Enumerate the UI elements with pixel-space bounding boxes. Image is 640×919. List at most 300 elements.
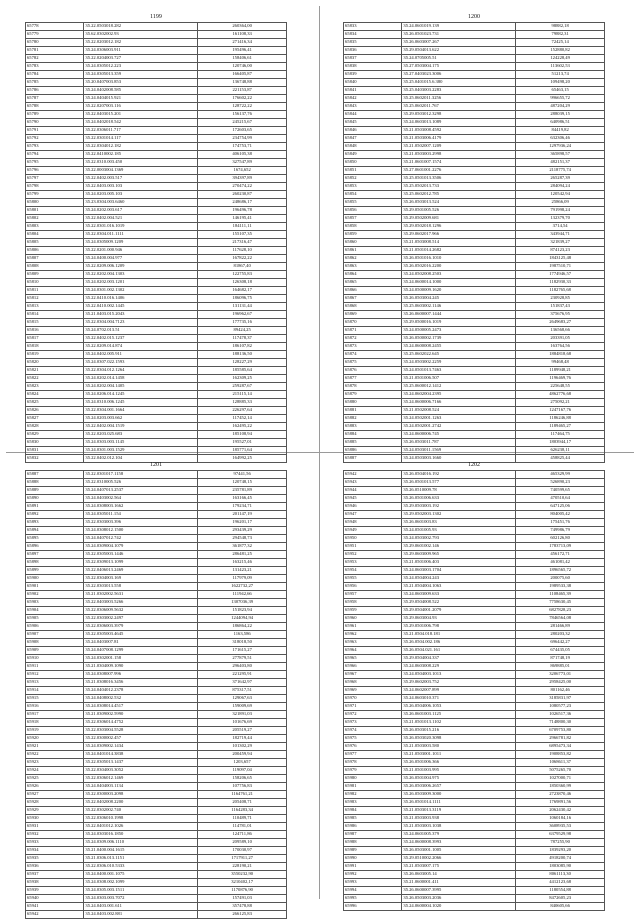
table-row bbox=[344, 95, 605, 103]
cadastral-value: 203391,05 bbox=[516, 335, 605, 343]
table-row bbox=[26, 407, 287, 415]
record-number: 65876 bbox=[344, 367, 402, 375]
cadastral-number: 35.21.0501006.507 bbox=[402, 375, 516, 383]
record-number: 65937 bbox=[26, 871, 84, 879]
cadastral-number: 35.26.0510009.78 bbox=[402, 487, 516, 495]
cadastral-number: 35.24.0603010.371 bbox=[402, 695, 516, 703]
cadastral-number: 35.22.0403.003.103 bbox=[84, 183, 198, 191]
record-number: 65805 bbox=[26, 239, 84, 247]
table-row bbox=[344, 575, 605, 583]
table-row bbox=[26, 599, 287, 607]
cadastral-value: 174753,71 bbox=[198, 143, 287, 151]
table-row bbox=[344, 31, 605, 39]
record-number: 65996 bbox=[344, 903, 402, 911]
table-row bbox=[344, 311, 605, 319]
cadastral-value: 470510,64 bbox=[516, 495, 605, 503]
cadastral-value: 200075,60 bbox=[516, 575, 605, 583]
cadastral-value: 5075265,70 bbox=[516, 767, 605, 775]
cadastral-value: 6709753,80 bbox=[516, 727, 605, 735]
record-number: 65930 bbox=[26, 815, 84, 823]
record-number: 65902 bbox=[26, 591, 84, 599]
cadastral-number: 35.22.0305003.4645 bbox=[84, 631, 198, 639]
cadastral-number: 35.25.0502013.733 bbox=[402, 183, 516, 191]
record-number: 65873 bbox=[344, 343, 402, 351]
cadastral-value: 117464,75 bbox=[516, 431, 605, 439]
table-row bbox=[26, 759, 287, 767]
record-number: 65913 bbox=[26, 679, 84, 687]
table-row bbox=[26, 31, 287, 39]
cadastral-number: 35.21.0309002.5990 bbox=[84, 711, 198, 719]
record-number: 65974 bbox=[344, 727, 402, 735]
record-number: 65882 bbox=[344, 415, 402, 423]
cadastral-value: 110489,71 bbox=[198, 815, 287, 823]
record-number: 65857 bbox=[344, 215, 402, 223]
table-row bbox=[26, 487, 287, 495]
table-row bbox=[26, 799, 287, 807]
record-number: 65970 bbox=[344, 695, 402, 703]
cadastral-value: 458825,44 bbox=[516, 455, 605, 463]
page-number: 1201 bbox=[150, 462, 162, 468]
cadastral-value: 1783713,09 bbox=[516, 543, 605, 551]
cadastral-value: 626238,11 bbox=[516, 447, 605, 455]
table-row bbox=[344, 511, 605, 519]
table-row bbox=[344, 647, 605, 655]
cadastral-number: 35.24.0402018.542 bbox=[84, 119, 198, 127]
table-row bbox=[26, 559, 287, 567]
record-number: 65964 bbox=[344, 647, 402, 655]
cadastral-number: 35.24.0503011.1569 bbox=[402, 447, 516, 455]
table-row bbox=[344, 111, 605, 119]
cadastral-number: 35.22.0003004.1369 bbox=[84, 167, 198, 175]
record-number: 65895 bbox=[26, 535, 84, 543]
record-number: 65980 bbox=[344, 775, 402, 783]
cadastral-number: 35.22.0203.025.683 bbox=[84, 431, 198, 439]
cadastral-value: 122755,83 bbox=[198, 271, 287, 279]
cadastral-value: 266125,83 bbox=[198, 911, 287, 919]
cadastral-value: 81867,40 bbox=[198, 263, 287, 271]
cadastral-number: 35.22.0310.003.450 bbox=[84, 159, 198, 167]
cadastral-value: 1180554,88 bbox=[516, 887, 605, 895]
cadastral-number: 35.24.0600006.745 bbox=[402, 431, 516, 439]
cadastral-value: 186864,22 bbox=[198, 623, 287, 631]
cadastral-value: 321891,03 bbox=[198, 711, 287, 719]
cadastral-number: 35.24.0303016.1850 bbox=[84, 831, 198, 839]
table-row bbox=[344, 367, 605, 375]
cadastral-value: 97441,56 bbox=[198, 471, 287, 479]
record-number: 65942 bbox=[344, 471, 402, 479]
cadastral-number: 35.24.0500005.2473 bbox=[402, 327, 516, 335]
cadastral-value: 674435,05 bbox=[516, 647, 605, 655]
table-row bbox=[26, 655, 287, 663]
record-number: 65897 bbox=[26, 551, 84, 559]
cadastral-number: 35.22.0303013.558 bbox=[84, 583, 198, 591]
cadastral-value: 875317,51 bbox=[198, 687, 287, 695]
record-number: 65806 bbox=[26, 247, 84, 255]
cadastral-table bbox=[343, 22, 605, 463]
cadastral-value: 99468,48 bbox=[516, 359, 605, 367]
table-row bbox=[344, 519, 605, 527]
record-number: 65855 bbox=[344, 199, 402, 207]
cadastral-value: 1839293,20 bbox=[516, 847, 605, 855]
cadastral-value: 7758630,45 bbox=[516, 599, 605, 607]
cadastral-value: 196962,67 bbox=[198, 311, 287, 319]
cadastral-number: 35.22.0304.001.1664 bbox=[84, 407, 198, 415]
cadastral-number: 35.26.0601003.1125 bbox=[402, 711, 516, 719]
table-row bbox=[26, 399, 287, 407]
record-number: 65967 bbox=[344, 671, 402, 679]
record-number: 65819 bbox=[26, 351, 84, 359]
record-number: 65810 bbox=[26, 279, 84, 287]
cadastral-value: 2958425,00 bbox=[516, 679, 605, 687]
record-number: 65839 bbox=[344, 71, 402, 79]
cadastral-number: 35.22.0306.010.5333 bbox=[84, 863, 198, 871]
table-row bbox=[26, 775, 287, 783]
record-number: 65917 bbox=[26, 711, 84, 719]
record-number: 65951 bbox=[344, 543, 402, 551]
record-number: 65848 bbox=[344, 143, 402, 151]
cadastral-number: 35.22.0306010.1998 bbox=[84, 815, 198, 823]
cadastral-number: 35.21.0502008.524 bbox=[402, 407, 516, 415]
record-number: 65842 bbox=[344, 95, 402, 103]
cadastral-value: 869885,01 bbox=[516, 663, 605, 671]
cadastral-number: 35.24.0202.014.1458 bbox=[84, 375, 198, 383]
cadastral-value: 2118775,74 bbox=[516, 167, 605, 175]
record-number: 65823 bbox=[26, 383, 84, 391]
record-number: 65978 bbox=[344, 759, 402, 767]
cadastral-number: 35.22.0301014.117 bbox=[84, 135, 198, 143]
cadastral-value: 696442,27 bbox=[516, 639, 605, 647]
cadastral-value: 1189948,21 bbox=[516, 367, 605, 375]
table-row bbox=[344, 799, 605, 807]
record-number: 65808 bbox=[26, 263, 84, 271]
table-row bbox=[26, 271, 287, 279]
record-number: 65956 bbox=[344, 583, 402, 591]
record-number: 65968 bbox=[344, 679, 402, 687]
table-row bbox=[344, 759, 605, 767]
cadastral-value: 371642,97 bbox=[198, 679, 287, 687]
record-number: 65994 bbox=[344, 887, 402, 895]
record-number: 65947 bbox=[344, 511, 402, 519]
cadastral-value: 294548,73 bbox=[198, 535, 287, 543]
cadastral-number: 35.26.0503009.3000 bbox=[402, 791, 516, 799]
table-row bbox=[26, 111, 287, 119]
cadastral-number: 35.21.0504.018.181 bbox=[402, 631, 516, 639]
page-1201 bbox=[25, 461, 287, 919]
table-row bbox=[344, 191, 605, 199]
table-row bbox=[344, 607, 605, 615]
cadastral-value: 217316,47 bbox=[198, 239, 287, 247]
table-row bbox=[26, 871, 287, 879]
record-number: 65934 bbox=[26, 847, 84, 855]
cadastral-number: 35.27.0503004.175 bbox=[402, 63, 516, 71]
table-row bbox=[344, 791, 605, 799]
record-number: 65987 bbox=[344, 831, 402, 839]
cadastral-value: 260230,87 bbox=[198, 191, 287, 199]
cadastral-value: 4862776,68 bbox=[516, 391, 605, 399]
record-number: 65836 bbox=[344, 47, 402, 55]
record-number: 65940 bbox=[26, 895, 84, 903]
table-row bbox=[26, 903, 287, 911]
cadastral-number: 35.26.0501006.366 bbox=[402, 759, 516, 767]
table-row bbox=[344, 295, 605, 303]
record-number: 65871 bbox=[344, 327, 402, 335]
cadastral-number: 35.26.0503015.216 bbox=[402, 727, 516, 735]
cadastral-value: 791998,24 bbox=[516, 207, 605, 215]
cadastral-number: 35.22.0303003.396 bbox=[84, 519, 198, 527]
record-number: 65779 bbox=[26, 31, 84, 39]
table-row bbox=[344, 223, 605, 231]
table-row bbox=[344, 687, 605, 695]
cadastral-value: 184111,11 bbox=[198, 223, 287, 231]
table-row bbox=[344, 551, 605, 559]
record-number: 65921 bbox=[26, 743, 84, 751]
table-row bbox=[26, 727, 287, 735]
table-row bbox=[344, 871, 605, 879]
record-number: 65788 bbox=[26, 103, 84, 111]
cadastral-value: 327547,89 bbox=[198, 159, 287, 167]
table-row bbox=[26, 263, 287, 271]
cadastral-number: 35.29.0501006.798 bbox=[402, 623, 516, 631]
cadastral-value: 1164283,34 bbox=[198, 807, 287, 815]
table-row bbox=[344, 815, 605, 823]
record-number: 65825 bbox=[26, 399, 84, 407]
cadastral-number: 35.24.0603008.229 bbox=[402, 663, 516, 671]
cadastral-number: 35.21.0601007.1574 bbox=[402, 159, 516, 167]
cadastral-number: 35.26.0501006.633 bbox=[402, 495, 516, 503]
cadastral-number: 35.22.0209.014.874 bbox=[84, 343, 198, 351]
cadastral-value: 120746,00 bbox=[198, 63, 287, 71]
cadastral-value: 6895473,34 bbox=[516, 743, 605, 751]
record-number: 65901 bbox=[26, 583, 84, 591]
cadastral-value: 526890,23 bbox=[516, 479, 605, 487]
cadastral-number: 35.27.0601001.2276 bbox=[402, 167, 516, 175]
cadastral-value: 1774946,57 bbox=[516, 271, 605, 279]
table-row bbox=[344, 87, 605, 95]
cadastral-number: 35.22.0209.006.1209 bbox=[84, 263, 198, 271]
record-number: 65809 bbox=[26, 271, 84, 279]
cadastral-number: 35.26.0603005.14 bbox=[402, 871, 516, 879]
cadastral-number: 35.24.0308003.1662 bbox=[84, 503, 198, 511]
cadastral-number: 35.22.0305013.1437 bbox=[84, 759, 198, 767]
cadastral-number: 35.21.0503003.2998 bbox=[402, 151, 516, 159]
cadastral-value: 124228,49 bbox=[516, 55, 605, 63]
record-number: 65845 bbox=[344, 119, 402, 127]
cadastral-number: 35.21.0503008.514 bbox=[402, 239, 516, 247]
cadastral-number: 35.26.0503013.524 bbox=[402, 199, 516, 207]
record-number: 65885 bbox=[344, 439, 402, 447]
table-row bbox=[344, 415, 605, 423]
cadastral-number: 35.21.0504004.1063 bbox=[402, 583, 516, 591]
cadastral-value: 128722,22 bbox=[198, 103, 287, 111]
cadastral-number: 35.24.0502008.2503 bbox=[402, 271, 516, 279]
cadastral-number: 35.25.0603002.1146 bbox=[402, 303, 516, 311]
cadastral-value: 101676,69 bbox=[198, 719, 287, 727]
record-number: 65992 bbox=[344, 871, 402, 879]
cadastral-value: 129067,63 bbox=[198, 695, 287, 703]
page-1200 bbox=[343, 13, 605, 463]
table-row bbox=[26, 551, 287, 559]
record-number: 65828 bbox=[26, 423, 84, 431]
record-number: 65887 bbox=[26, 471, 84, 479]
record-number: 65849 bbox=[344, 151, 402, 159]
cadastral-value: 357478,88 bbox=[198, 903, 287, 911]
record-number: 65923 bbox=[26, 759, 84, 767]
record-number: 65830 bbox=[26, 439, 84, 447]
cadastral-number: 35.26.0603007.267 bbox=[402, 39, 516, 47]
table-row bbox=[26, 207, 287, 215]
cadastral-number: 35.24.0305009.1209 bbox=[84, 239, 198, 247]
record-number: 65958 bbox=[344, 599, 402, 607]
cadastral-value: 1164761,21 bbox=[198, 791, 287, 799]
record-number: 65976 bbox=[344, 743, 402, 751]
table-row bbox=[26, 303, 287, 311]
record-number: 65867 bbox=[344, 295, 402, 303]
record-number: 65894 bbox=[26, 527, 84, 535]
table-row bbox=[26, 647, 287, 655]
cadastral-number: 35.22.0304012.182 bbox=[84, 143, 198, 151]
cadastral-value: 1189465,27 bbox=[516, 423, 605, 431]
table-row bbox=[26, 39, 287, 47]
record-number: 65796 bbox=[26, 167, 84, 175]
cadastral-value: 1182765,68 bbox=[516, 287, 605, 295]
table-row bbox=[344, 783, 605, 791]
record-number: 65979 bbox=[344, 767, 402, 775]
cadastral-value: 163764,56 bbox=[516, 343, 605, 351]
cadastral-number: 35.21.0302002.5631 bbox=[84, 591, 198, 599]
table-row bbox=[26, 831, 287, 839]
record-number: 65948 bbox=[344, 519, 402, 527]
cadastral-value: 487204,29 bbox=[516, 103, 605, 111]
cadastral-value: 167822,22 bbox=[198, 255, 287, 263]
cadastral-value: 166405,87 bbox=[198, 71, 287, 79]
table-row bbox=[344, 199, 605, 207]
cadastral-number: 35.22.0302002.740 bbox=[84, 807, 198, 815]
cadastral-number: 35.26.0600007.3995 bbox=[402, 887, 516, 895]
table-row bbox=[26, 511, 287, 519]
cadastral-value: 3185831,97 bbox=[516, 695, 605, 703]
cadastral-number: 35.24.0401014.3838 bbox=[84, 751, 198, 759]
cadastral-number: 35.24.0305.003.1511 bbox=[84, 887, 198, 895]
table-row bbox=[26, 535, 287, 543]
table-row bbox=[344, 503, 605, 511]
cadastral-number: 35.24.0301.002.1302 bbox=[84, 287, 198, 295]
cadastral-value: 119097,04 bbox=[198, 767, 287, 775]
cadastral-value: 1717911,27 bbox=[198, 855, 287, 863]
record-number: 65785 bbox=[26, 79, 84, 87]
record-number: 65814 bbox=[26, 311, 84, 319]
table-row bbox=[344, 423, 605, 431]
cadastral-number: 35.29.0601002.146 bbox=[402, 543, 516, 551]
cadastral-value: 293439,29 bbox=[198, 527, 287, 535]
table-row bbox=[26, 367, 287, 375]
cadastral-value: 1108465,39 bbox=[516, 591, 605, 599]
cadastral-number: 35.22.0304.004.7123 bbox=[84, 319, 198, 327]
record-number: 65879 bbox=[344, 391, 402, 399]
cadastral-value: 195527,01 bbox=[198, 439, 287, 447]
record-number: 65880 bbox=[344, 399, 402, 407]
record-number: 65824 bbox=[26, 391, 84, 399]
cadastral-number: 35.26.0500002.1739 bbox=[402, 335, 516, 343]
cadastral-number: 35.24.0309002.1434 bbox=[84, 743, 198, 751]
table-row bbox=[344, 215, 605, 223]
cadastral-number: 35.22.0402.004.521 bbox=[84, 215, 198, 223]
cadastral-value: 456172,71 bbox=[516, 551, 605, 559]
record-number: 65826 bbox=[26, 407, 84, 415]
cadastral-value: 343944,71 bbox=[516, 231, 605, 239]
cadastral-number: 35.22.0306012.1469 bbox=[84, 775, 198, 783]
cadastral-value: 275092,21 bbox=[516, 399, 605, 407]
cadastral-value: 840605,66 bbox=[516, 903, 605, 911]
cadastral-value: 136568,66 bbox=[516, 327, 605, 335]
record-number: 65983 bbox=[344, 799, 402, 807]
table-row bbox=[344, 71, 605, 79]
record-number: 65953 bbox=[344, 559, 402, 567]
cadastral-value: 79882,31 bbox=[516, 31, 605, 39]
cadastral-value: 1080577,23 bbox=[516, 703, 605, 711]
cadastral-value: 1843125,48 bbox=[516, 255, 605, 263]
cadastral-number: 35.25.0602011.767 bbox=[402, 103, 516, 111]
cadastral-number: 35.24.0307.022.1593 bbox=[84, 359, 198, 367]
record-number: 65834 bbox=[344, 31, 402, 39]
cadastral-value: 2723870,46 bbox=[516, 791, 605, 799]
cadastral-number: 35.21.0503003.938 bbox=[402, 815, 516, 823]
table-row bbox=[26, 911, 287, 919]
table-row bbox=[26, 359, 287, 367]
table-row bbox=[344, 727, 605, 735]
table-row bbox=[26, 223, 287, 231]
cadastral-number: 35.24.0504003.1013 bbox=[402, 671, 516, 679]
record-number: 65988 bbox=[344, 839, 402, 847]
record-number: 65892 bbox=[26, 511, 84, 519]
cadastral-number: 35.21.0503006.4179 bbox=[402, 135, 516, 143]
record-number: 65803 bbox=[26, 223, 84, 231]
cadastral-value: 6379529,98 bbox=[516, 831, 605, 839]
record-number: 65856 bbox=[344, 207, 402, 215]
record-number: 65868 bbox=[344, 303, 402, 311]
cadastral-number: 35.24.0404015.921 bbox=[84, 95, 198, 103]
table-row bbox=[344, 479, 605, 487]
record-number: 65928 bbox=[26, 799, 84, 807]
table-row bbox=[26, 783, 287, 791]
cadastral-value: 321839,27 bbox=[516, 239, 605, 247]
cadastral-number: 35.24.0502001.2742 bbox=[402, 423, 516, 431]
record-number: 65907 bbox=[26, 631, 84, 639]
record-number: 65906 bbox=[26, 623, 84, 631]
record-number: 65865 bbox=[344, 279, 402, 287]
table-row bbox=[344, 527, 605, 535]
cadastral-value: 128885,33 bbox=[198, 399, 287, 407]
record-number: 65878 bbox=[344, 383, 402, 391]
cadastral-value: 787255,90 bbox=[516, 839, 605, 847]
table-row bbox=[26, 639, 287, 647]
cadastral-value: 6827828,23 bbox=[516, 607, 605, 615]
table-row bbox=[344, 863, 605, 871]
cadastral-number: 35.24.0407012.742 bbox=[84, 535, 198, 543]
cadastral-number: 35.29.0603009.965 bbox=[402, 551, 516, 559]
record-number: 65919 bbox=[26, 727, 84, 735]
cadastral-value: 171615,27 bbox=[198, 647, 287, 655]
record-number: 65838 bbox=[344, 63, 402, 71]
cadastral-value: 177735,16 bbox=[198, 319, 287, 327]
cadastral-value: 284094,24 bbox=[516, 183, 605, 191]
cadastral-number: 35.22.0300002.457 bbox=[84, 735, 198, 743]
cadastral-value: 128227,29 bbox=[198, 359, 287, 367]
record-number: 65781 bbox=[26, 47, 84, 55]
record-number: 65975 bbox=[344, 735, 402, 743]
table-row bbox=[344, 887, 605, 895]
cadastral-value: 740599,65 bbox=[516, 487, 605, 495]
record-number: 65804 bbox=[26, 231, 84, 239]
